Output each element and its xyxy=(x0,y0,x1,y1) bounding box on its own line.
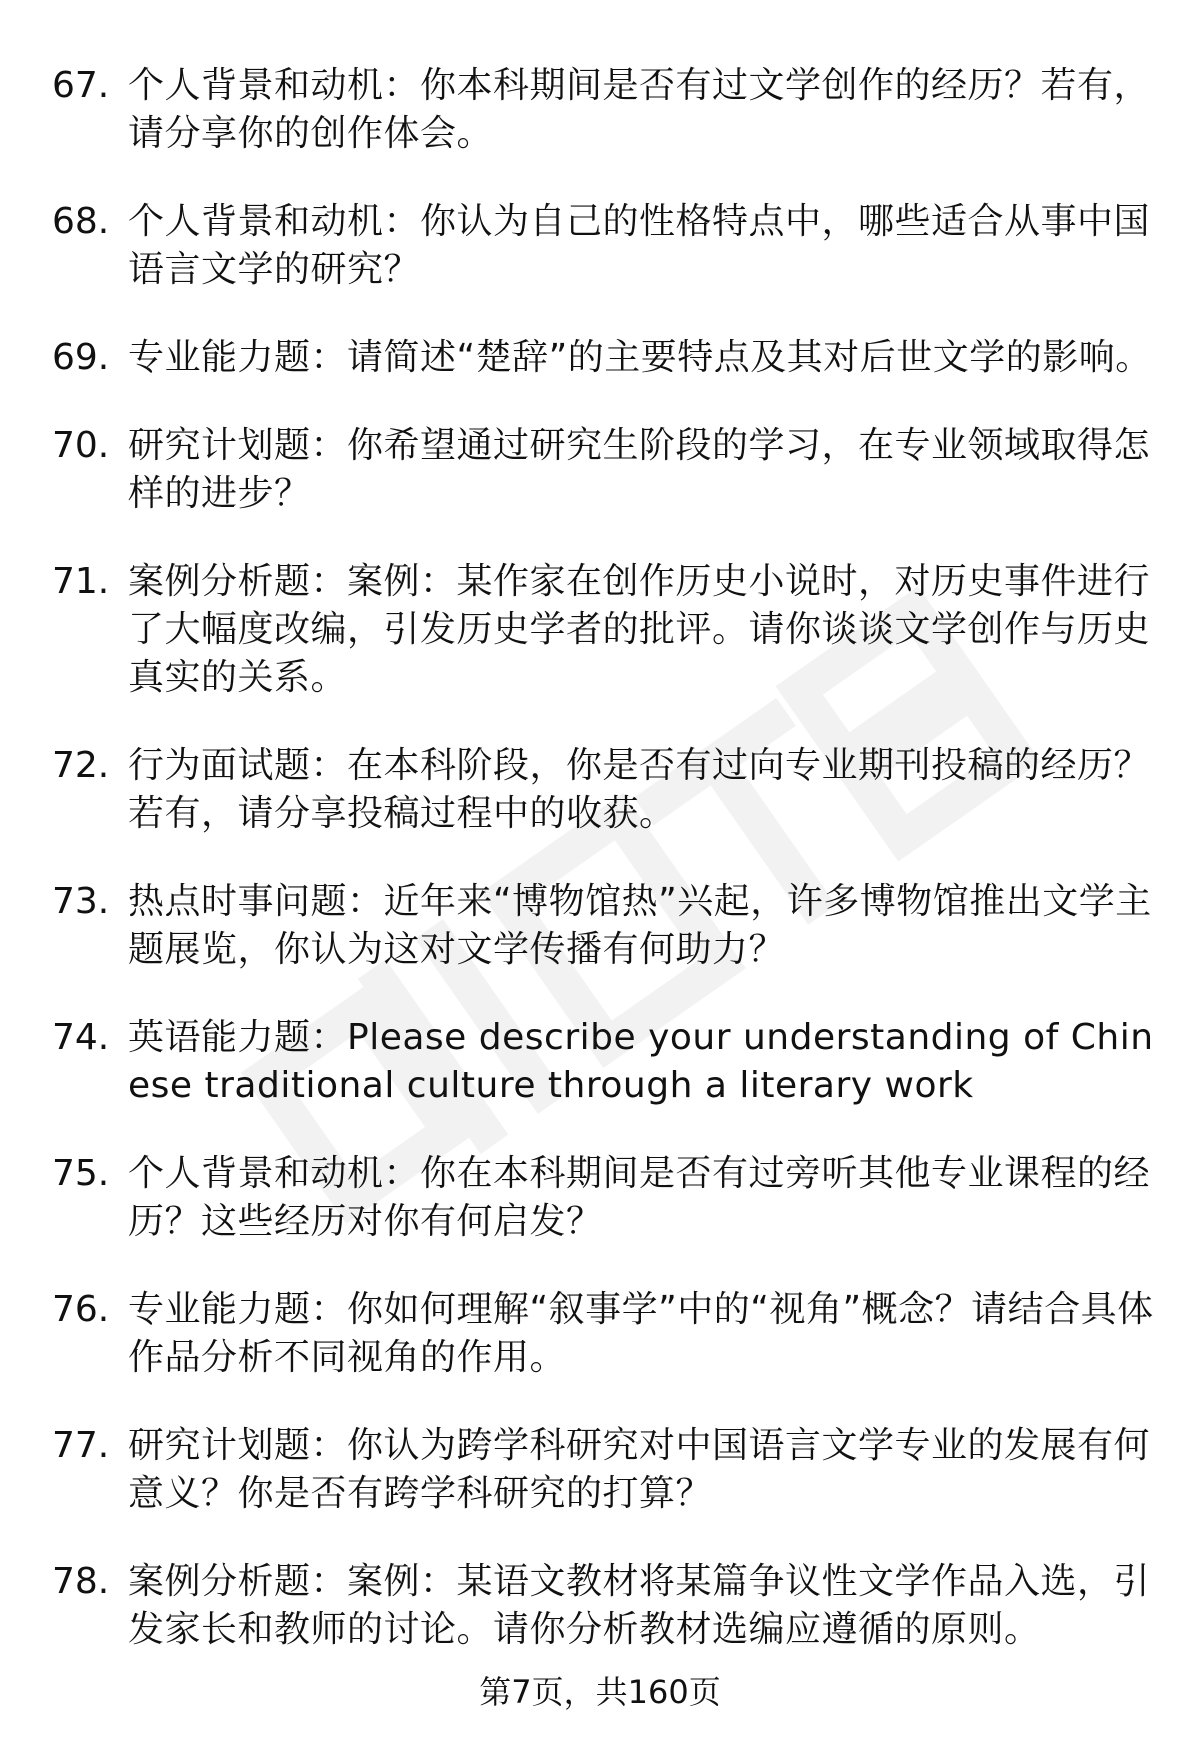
page-number-label: 第7页，共160页 xyxy=(479,1673,721,1711)
question-text: 案例分析题：案例：某作家在创作历史小说时，对历史事件进行了大幅度改编，引发历史学者的批评。请你谈谈文学创作与历史真实的关系。 xyxy=(128,561,1151,698)
question-number: 70. xyxy=(52,425,110,466)
question-text: 热点时事问题：近年来“博物馆热”兴起，许多博物馆推出文学主题展览，你认为这对文学传播有何助力？ xyxy=(128,881,1152,970)
question-number: 69. xyxy=(52,337,110,378)
page-footer xyxy=(0,1672,1200,1712)
question-text: 研究计划题：你认为跨学科研究对中国语言文学专业的发展有何意义？你是否有跨学科研究的打算？ xyxy=(128,1425,1151,1514)
question-number: 68. xyxy=(52,201,110,242)
question-number: 76. xyxy=(52,1289,110,1330)
question-text: 个人背景和动机：你认为自己的性格特点中，哪些适合从事中国语言文学的研究？ xyxy=(128,201,1151,290)
question-item xyxy=(52,422,1162,518)
question-text: 个人背景和动机：你在本科期间是否有过旁听其他专业课程的经历？这些经历对你有何启发？ xyxy=(128,1153,1151,1242)
question-item xyxy=(52,1422,1162,1518)
question-item xyxy=(52,62,1162,158)
question-item xyxy=(52,742,1162,838)
question-item xyxy=(52,198,1162,294)
question-text: 英语能力题：Please describe your understanding of Chinese traditional culture through a literary work xyxy=(128,1017,1154,1106)
question-item xyxy=(52,558,1162,702)
question-item xyxy=(52,1150,1162,1246)
question-item xyxy=(52,1286,1162,1382)
question-item xyxy=(52,878,1162,974)
question-text: 个人背景和动机：你本科期间是否有过文学创作的经历？若有，请分享你的创作体会。 xyxy=(128,65,1151,154)
question-text: 专业能力题：你如何理解“叙事学”中的“视角”概念？请结合具体作品分析不同视角的作用。 xyxy=(128,1289,1154,1378)
question-text: 行为面试题：在本科阶段，你是否有过向专业期刊投稿的经历？若有，请分享投稿过程中的收获。 xyxy=(128,745,1151,834)
question-number: 74. xyxy=(52,1017,110,1058)
question-number: 67. xyxy=(52,65,110,106)
question-text: 专业能力题：请简述“楚辞”的主要特点及其对后世文学的影响。 xyxy=(128,337,1152,378)
question-text: 案例分析题：案例：某语文教材将某篇争议性文学作品入选，引发家长和教师的讨论。请你分析教材选编应遵循的原则。 xyxy=(128,1561,1151,1650)
question-number: 77. xyxy=(52,1425,110,1466)
question-number: 73. xyxy=(52,881,110,922)
question-number: 72. xyxy=(52,745,110,786)
question-item xyxy=(52,1014,1162,1110)
question-number: 71. xyxy=(52,561,110,602)
question-text: 研究计划题：你希望通过研究生阶段的学习，在专业领域取得怎样的进步？ xyxy=(128,425,1151,514)
question-item xyxy=(52,334,1162,382)
question-list xyxy=(52,62,1162,1694)
question-number: 78. xyxy=(52,1561,110,1602)
question-item xyxy=(52,1558,1162,1654)
question-number: 75. xyxy=(52,1153,110,1194)
